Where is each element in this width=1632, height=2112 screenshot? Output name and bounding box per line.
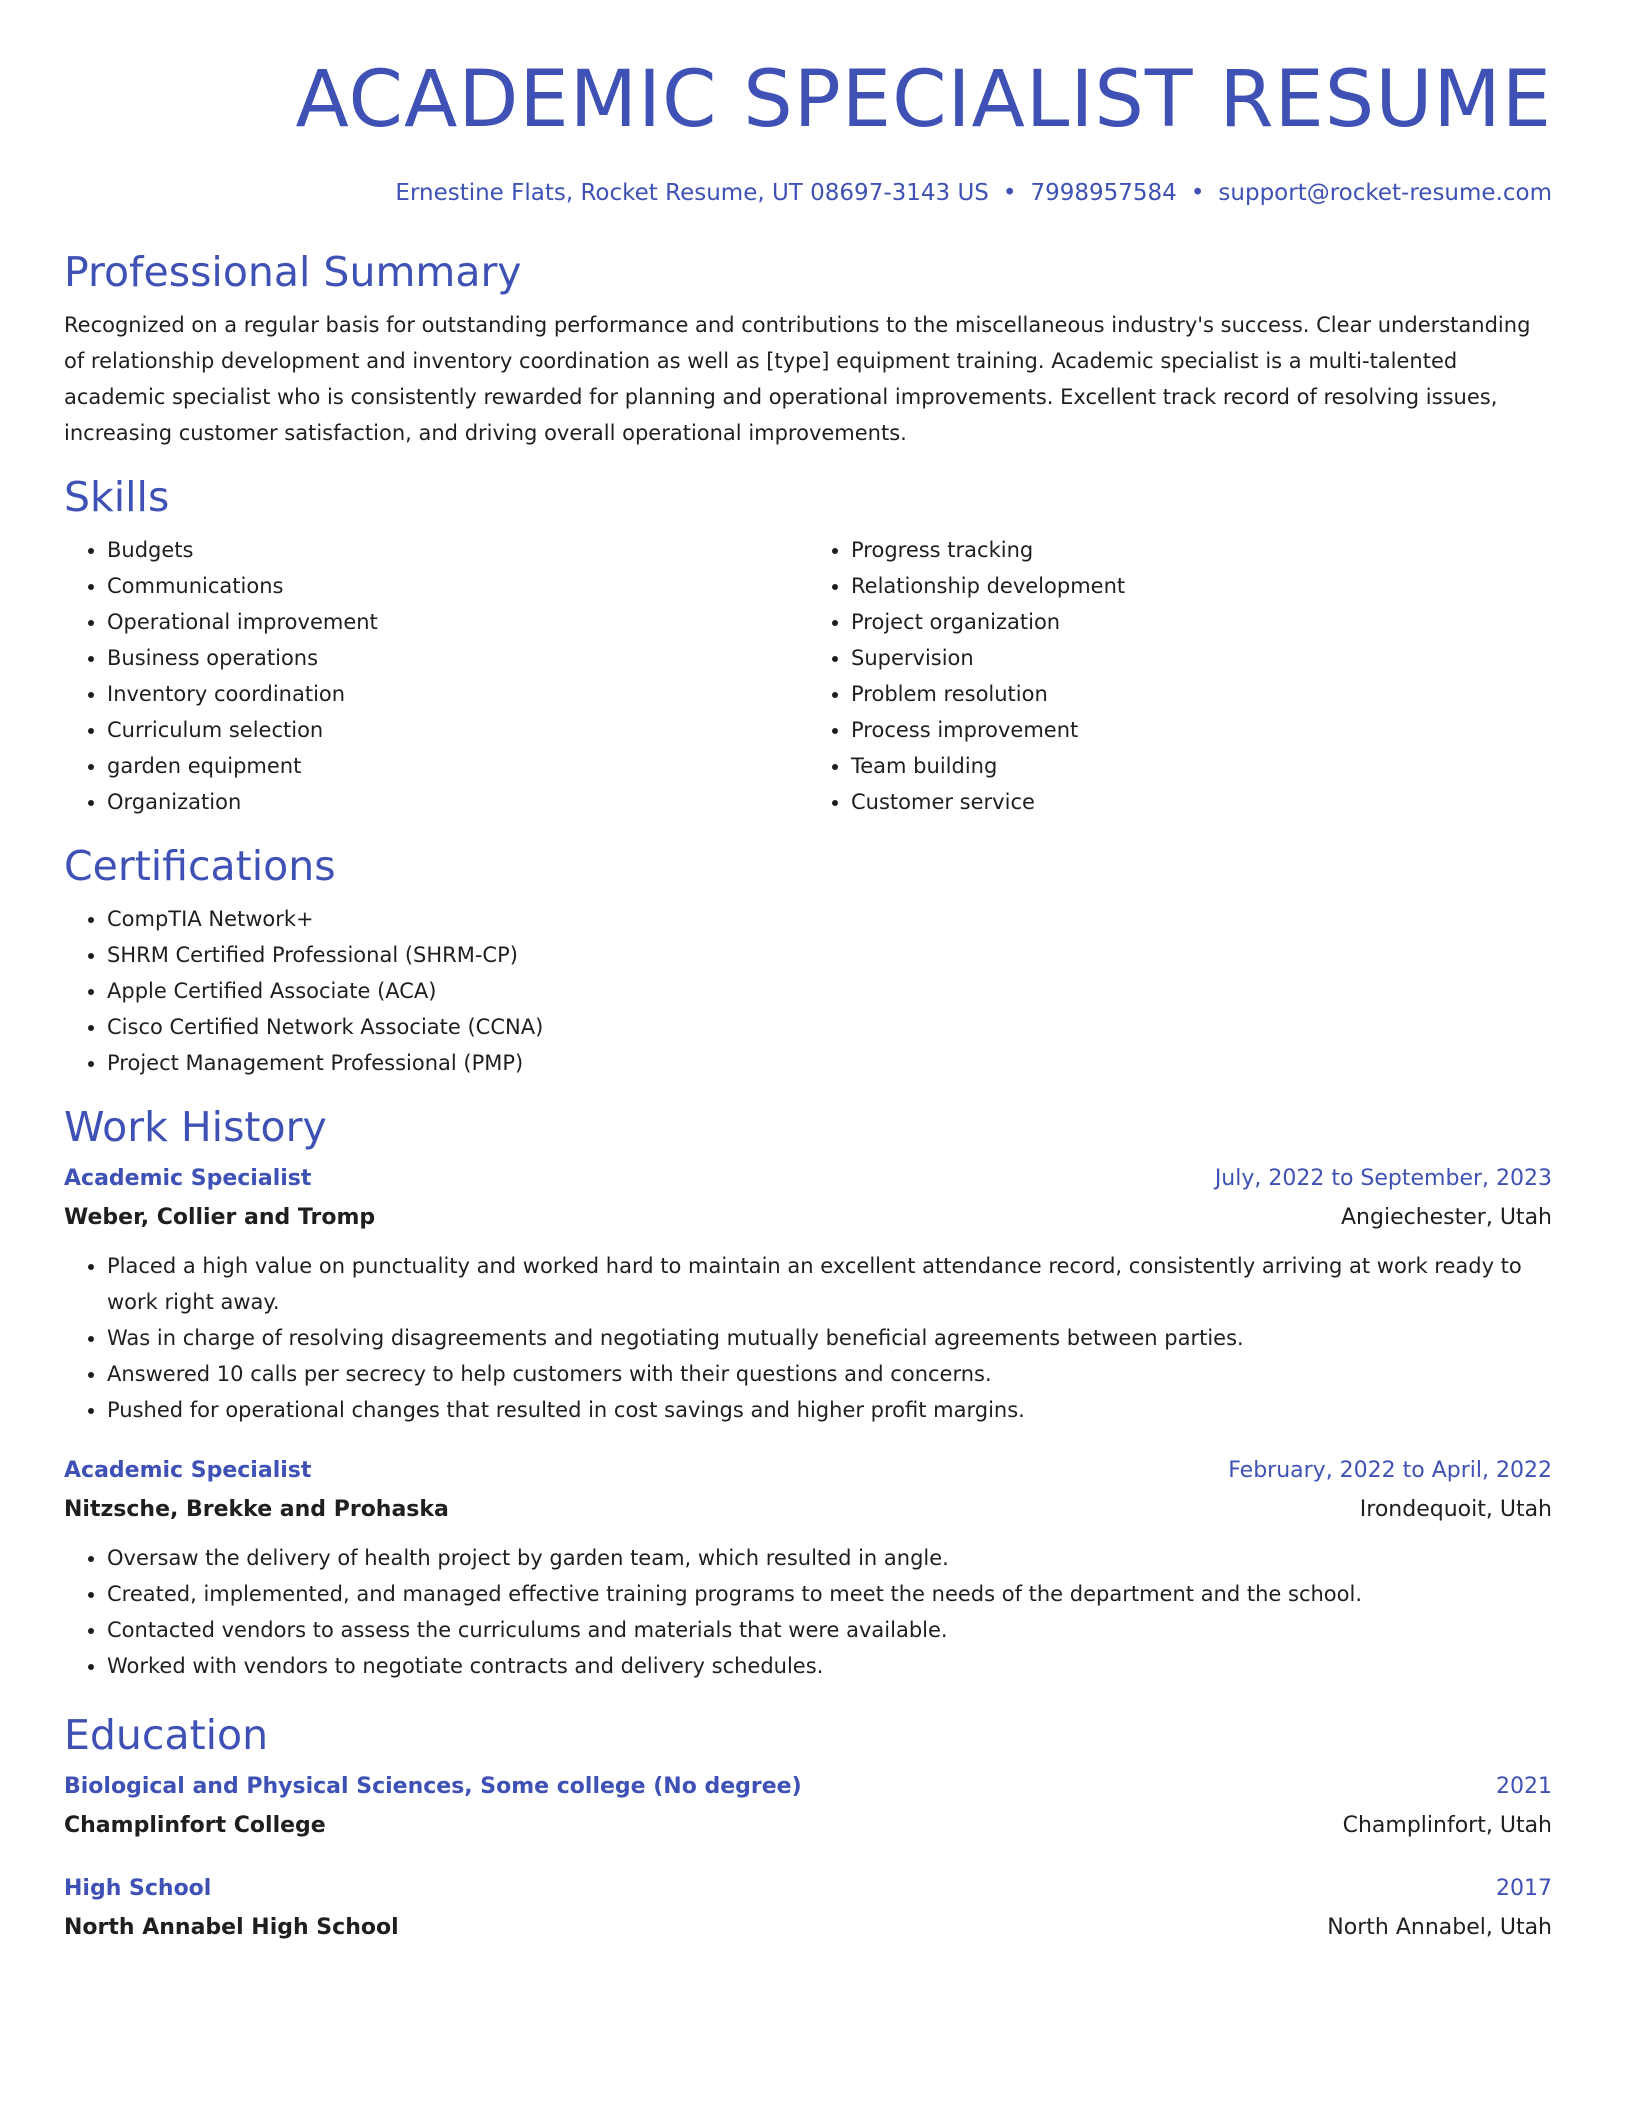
contact-email[interactable]: support@rocket-resume.com (1218, 180, 1552, 206)
skill-item: • Inventory coordination (107, 676, 808, 712)
job-bullet: • Worked with vendors to negotiate contracts and delivery schedules. (107, 1648, 1552, 1684)
job-bullet: • Contacted vendors to assess the curriculums and materials that were available. (107, 1612, 1552, 1648)
education-degree: Biological and Physical Sciences, Some college (No degree) (64, 1774, 802, 1799)
job-company: Nitzsche, Brekke and Prohaska (64, 1497, 449, 1522)
skill-item: • Team building (851, 748, 1552, 784)
education-year: 2021 (1496, 1774, 1552, 1799)
skills-grid (64, 522, 1552, 820)
certification-item: • Cisco Certified Network Associate (CCNA) (107, 1009, 1552, 1045)
skill-item: • Curriculum selection (107, 712, 808, 748)
skill-item: • Problem resolution (851, 676, 1552, 712)
education-school: North Annabel High School (64, 1915, 399, 1940)
job-bullets (64, 1540, 1552, 1684)
skills-list-left (64, 532, 808, 820)
job-dates: July, 2022 to September, 2023 (1214, 1166, 1552, 1191)
summary-text: Recognized on a regular basis for outstanding performance and contributions to the miscellaneous industry's success. Clear understanding of relationship development and inventory coordination as well as [type] equipment training. Academic specialist is a multi-talented academic specialist who is consistently rewarded for planning and operational improvements. Excellent track record of resolving issues, increasing customer satisfaction, and driving overall operational improvements. (64, 313, 1531, 445)
separator-dot: • (1002, 180, 1017, 206)
job-bullet: • Placed a high value on punctuality and worked hard to maintain an excellent attendance record, consistently arriving at work ready to work right away. (107, 1248, 1552, 1320)
contact-line (64, 178, 1552, 208)
job-bullet: • Was in charge of resolving disagreements and negotiating mutually beneficial agreements between parties. (107, 1320, 1552, 1356)
resume-page (64, 52, 1552, 1948)
skill-item: • Progress tracking (851, 532, 1552, 568)
education-location: North Annabel, Utah (1327, 1915, 1552, 1940)
job-location: Angiechester, Utah (1341, 1205, 1552, 1230)
contact-address: Ernestine Flats, Rocket Resume, UT 08697-3143 US (395, 180, 989, 206)
skills-list-right (808, 532, 1552, 820)
education-school: Champlinfort College (64, 1813, 326, 1838)
education-entry (64, 1768, 1552, 1846)
skill-item: • Supervision (851, 640, 1552, 676)
work-history-heading: Work History (64, 1103, 327, 1151)
contact-phone: 7998957584 (1030, 180, 1177, 206)
job-bullet: • Created, implemented, and managed effective training programs to meet the needs of the department and the school. (107, 1576, 1552, 1612)
education-heading: Education (64, 1711, 269, 1759)
job-dates: February, 2022 to April, 2022 (1228, 1458, 1552, 1483)
job-entry (64, 1160, 1552, 1428)
certification-item: • CompTIA Network+ (107, 901, 1552, 937)
separator-dot: • (1190, 180, 1205, 206)
job-bullet: • Pushed for operational changes that resulted in cost savings and higher profit margins. (107, 1392, 1552, 1428)
certification-item: • Apple Certified Associate (ACA) (107, 973, 1552, 1009)
skill-item: • Project organization (851, 604, 1552, 640)
skill-item: • Process improvement (851, 712, 1552, 748)
education-degree: High School (64, 1876, 212, 1901)
job-title: Academic Specialist (64, 1166, 312, 1191)
job-location: Irondequoit, Utah (1359, 1497, 1552, 1522)
certification-item: • SHRM Certified Professional (SHRM-CP) (107, 937, 1552, 973)
skills-heading: Skills (64, 473, 170, 521)
certification-item: • Project Management Professional (PMP) (107, 1045, 1552, 1081)
education-location: Champlinfort, Utah (1342, 1813, 1552, 1838)
skill-item: • Relationship development (851, 568, 1552, 604)
job-entry (64, 1452, 1552, 1684)
education-year: 2017 (1496, 1876, 1552, 1901)
job-bullet: • Answered 10 calls per secrecy to help customers with their questions and concerns. (107, 1356, 1552, 1392)
resume-title: ACADEMIC SPECIALIST RESUME (295, 55, 1552, 145)
summary-heading: Professional Summary (64, 248, 522, 296)
skill-item: • Business operations (107, 640, 808, 676)
job-title: Academic Specialist (64, 1458, 312, 1483)
education-entry (64, 1870, 1552, 1948)
job-bullets (64, 1248, 1552, 1428)
skill-item: • Organization (107, 784, 808, 820)
skill-item: • Operational improvement (107, 604, 808, 640)
certifications-list (64, 901, 1552, 1081)
skill-item: • Budgets (107, 532, 808, 568)
certifications-heading: Certifications (64, 842, 336, 890)
job-bullet: • Oversaw the delivery of health project by garden team, which resulted in angle. (107, 1540, 1552, 1576)
skill-item: • garden equipment (107, 748, 808, 784)
job-company: Weber, Collier and Tromp (64, 1205, 376, 1230)
skill-item: • Customer service (851, 784, 1552, 820)
skill-item: • Communications (107, 568, 808, 604)
